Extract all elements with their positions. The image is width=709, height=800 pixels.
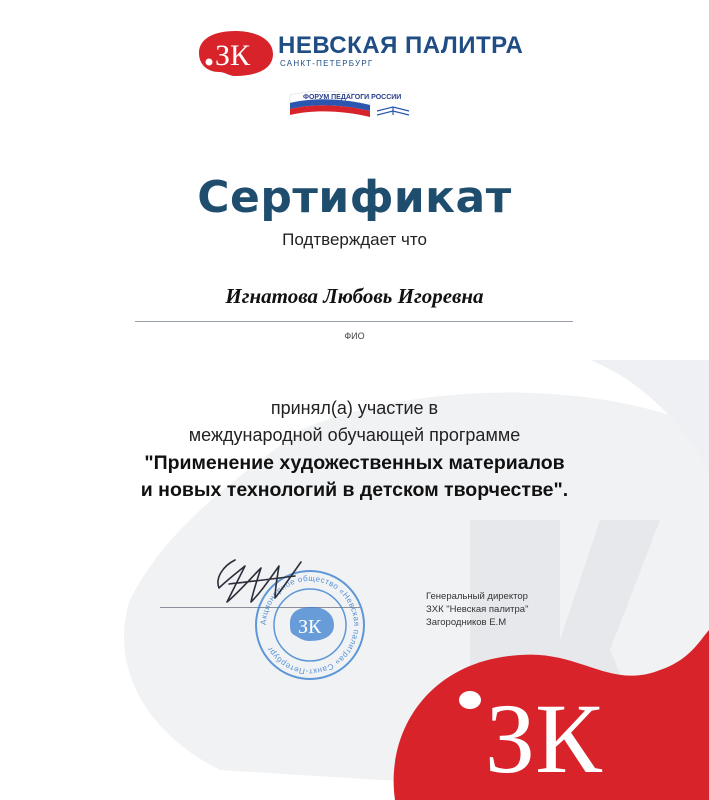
program-line-2: и новых технологий в детском творчестве".	[140, 479, 569, 501]
signatory-block	[426, 590, 528, 629]
certificate-subtitle: Подтверждает что	[282, 230, 427, 249]
recipient-name: Игнатова Любовь Игоревна	[225, 284, 484, 308]
name-underline	[135, 321, 573, 322]
signatory-name: Загородников Е.М	[426, 617, 507, 628]
brand-logo-mark: ЗК	[215, 39, 251, 72]
program-line-1: "Применение художественных материалов	[144, 452, 565, 474]
stamp-ring-text: Акционерное общество «Невская палитра» Санкт-Петербург	[258, 573, 362, 677]
name-caption: ФИО	[344, 331, 365, 341]
stamp-center-mark: ЗК	[298, 616, 322, 638]
book-icon	[377, 107, 409, 115]
brand-name: НЕВСКАЯ ПАЛИТРА	[278, 32, 524, 59]
corner-logo-text: ЗК	[485, 683, 602, 790]
handwritten-signature	[205, 552, 315, 612]
brand-city: САНКТ-ПЕТЕРБУРГ	[280, 59, 374, 68]
brand-text	[278, 32, 523, 68]
signatory-position: Генеральный директор	[426, 591, 528, 602]
certificate-title: Сертификат	[197, 172, 512, 223]
body-line-2: международной обучающей программе	[188, 425, 521, 445]
corner-logo-mark	[480, 680, 630, 790]
forum-logo	[285, 85, 435, 125]
body-line-1: принял(а) участие в	[270, 398, 439, 418]
signatory-company: ЗХК "Невская палитра"	[426, 604, 529, 615]
forum-label: ФОРУМ ПЕДАГОГИ РОССИИ	[303, 94, 402, 101]
